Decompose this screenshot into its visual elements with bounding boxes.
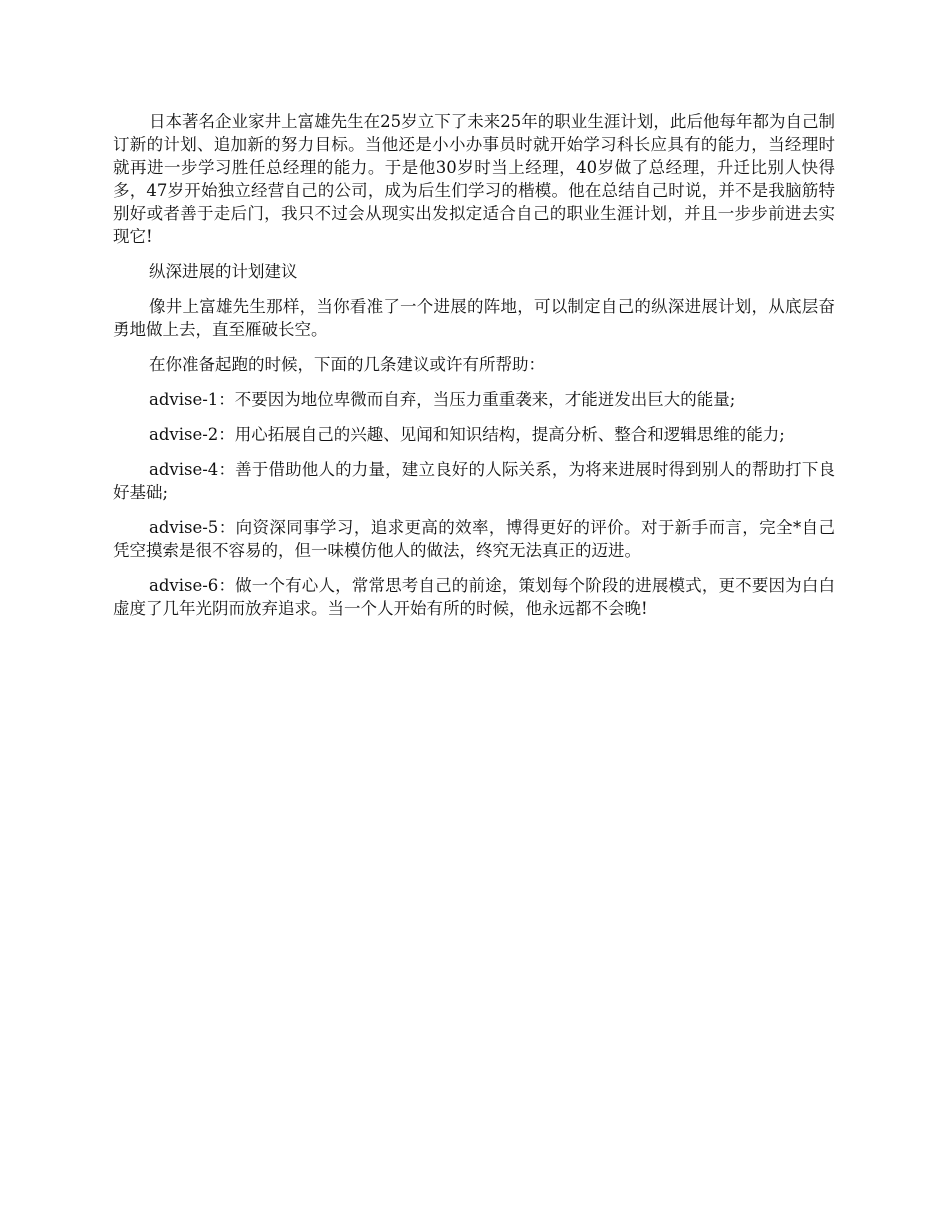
plan-paragraph: 像井上富雄先生那样，当你看准了一个进展的阵地，可以制定自己的纵深进展计划，从底层奋勇地做上去，直至雁破长空。: [113, 297, 835, 339]
intro-paragraph: 日本著名企业家井上富雄先生在25岁立下了未来25年的职业生涯计划，此后他每年都为自己制订新的计划、追加新的努力目标。当他还是小小办事员时就开始学习科长应具有的能力，当经理时就再进一步学习胜任总经理的能力。于是他30岁时当上经理，40岁做了总经理，升迁比别人快得多，47岁开始独立经营自己的公司，成为后生们学习的楷模。他在总结自己时说，并不是我脑筋特别好或者善于走后门，我只不过会从现实出发拟定适合自己的职业生涯计划，并且一步步前进去实现它!: [113, 112, 835, 246]
advise-1-paragraph: advise-1：不要因为地位卑微而自弃，当压力重重袭来，才能迸发出巨大的能量;: [149, 390, 736, 409]
document-page: [113, 110, 835, 632]
advise-5-paragraph: advise-5：向资深同事学习，追求更高的效率，博得更好的评价。对于新手而言，完全*自己凭空摸索是很不容易的，但一味模仿他人的做法，终究无法真正的迈进。: [113, 518, 835, 560]
advise-2-paragraph: advise-2：用心拓展自己的兴趣、见闻和知识结构，提高分析、整合和逻辑思维的能力;: [149, 425, 785, 444]
lead-in-paragraph: 在你准备起跑的时候，下面的几条建议或许有所帮助：: [149, 355, 545, 374]
advise-6-paragraph: advise-6：做一个有心人，常常思考自己的前途，策划每个阶段的进展模式，更不要因为白白虚度了几年光阴而放弃追求。当一个人开始有所的时候，他永远都不会晚!: [113, 576, 835, 618]
advise-4-paragraph: advise-4：善于借助他人的力量，建立良好的人际关系，为将来进展时得到别人的帮助打下良好基础;: [113, 460, 835, 502]
section-heading: 纵深进展的计划建议: [149, 262, 298, 281]
